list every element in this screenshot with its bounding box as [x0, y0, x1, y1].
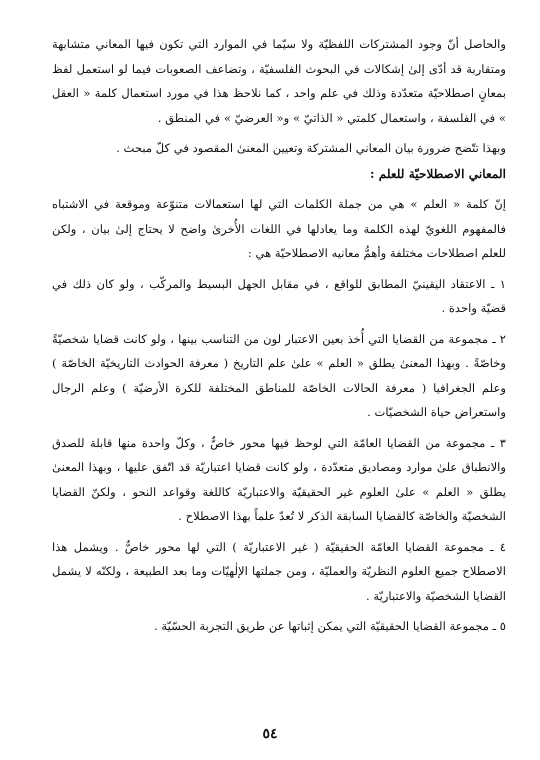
list-item-2: ٢ ـ مجموعة من القضايا التي أُخذ بعين الاعتبار لون من التناسب بينها ، ولو كانت قضايا شخصيّةً وخاصّةً . وبهذا المعنىٰ يطلق « العلم » علىٰ علم التاريخ ( معرفة الحوادث التاريخيّة الخاصّة ) وعلم الجغرافيا ( معرفة الحالات الخاصّة للمناطق المختلفة للكرة الأرضيّة ) وعلم الرجال واستعراض حياة الشخصيّات .: [52, 331, 506, 419]
paragraph-definition: إنّ كلمة « العلم » هي من جملة الكلمات التي لها استعمالات متنوّعة وموقعة في الاشتباه فالمفهوم اللغويّ لهذه الكلمة وما يعادلها في اللغات الأُخرىٰ واضح لا يحتاج إلىٰ بيان ، ولكن للعلم اصطلاحات مختلفة وأهمُّ معانيه الاصطلاحيّة هي :: [52, 197, 506, 260]
list-item-5: ٥ ـ مجموعة القضايا الحقيقيّة التي يمكن إثباتها عن طريق التجربة الحسّيّة .: [154, 619, 506, 633]
list-item-3: ٣ ـ مجموعة من القضايا العامّة التي لوحظ فيها محور خاصٌّ ، وكلّ واحدة منها قابلة للصدق والانطباق علىٰ موارد ومصاديق متعدّدة ، ولو كانت قضايا اعتباريّة قد اتّفق عليها ، وبهذا المعنىٰ يطلق « العلم » علىٰ العلوم غير الحقيقيّة والاعتباريّة كاللغة وقواعد النحو ، ولكنّ القضايا الشخصيّة والخاصّة كالقضايا السابقة الذكر لا تُعدّ علماً بهذا الاصطلاح .: [52, 435, 506, 523]
list-item-4: ٤ ـ مجموعة القضايا العامّة الحقيقيّة ( غير الاعتباريّة ) التي لها محور خاصٌّ . ويشمل هذا الاصطلاح جميع العلوم النظريّة والعمليّة ، ومن جملتها الإلٰهيّات وما بعد الطبيعة ، ولكنّه لا يشمل القضايا الشخصيّة والاعتباريّة .: [52, 539, 506, 603]
paragraph-conclusion: وبهذا تتّضح ضرورة بيان المعاني المشتركة وتعيين المعنىٰ المقصود في كلّ مبحث .: [116, 141, 506, 155]
list-item-1: ١ ـ الاعتقاد اليقينيّ المطابق للواقع ، في مقابل الجهل البسيط والمركّب ، ولو كان ذلك في قضيّة واحدة .: [52, 276, 506, 315]
section-heading: المعاني الاصطلاحيّة للعلم :: [370, 166, 506, 181]
page-body: [52, 32, 506, 639]
paragraph-intro: والحاصل أنّ وجود المشتركات اللفظيّة ولا سيّما في الموارد التي تكون فيها المعاني متشابهة ومتقاربة قد أدّى إلىٰ إشكالات في البحوث الفلسفيّة ، وتضاعف الصعوبات فيما لو استعمل لفظ بمعانٍ اصطلاحيّة متعدّدة وذلك في علم واحد ، كما نلاحظ هذا في مورد استعمال كلمة « العقل » في الفلسفة ، واستعمال كلمتي « الذاتيّ » و« العرضيّ » في المنطق .: [52, 37, 506, 125]
page-number: ٥٤: [262, 726, 278, 742]
